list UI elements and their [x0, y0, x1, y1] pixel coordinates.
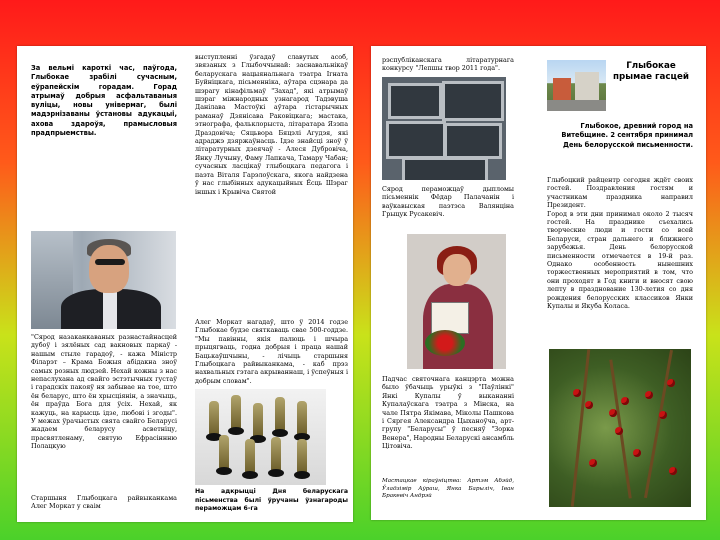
right-heading: Глыбокае прымае гасцей	[613, 61, 689, 82]
left-col2-main: выступленні ўзгадаў славутых асоб, звязаных з Глыбоччынай: заснавальнікаў беларускага нацыянальнага тэатра Ігната Буйніцкага, пісьменніка, аўтара сцэнара да шэрагу кінафільмаў "Захад", які атрымаў шэраг міжнародных узнагарод Тадэвуша Данілава Мастоўкі аўтара гістарычных раманаў Дзянісава Раковіцкага; мастака, этнографа, фальклорыста, літаратара Язэпа Драздовіча; Сяцьвора Бяцэлі Агудэя, які адраджэ дзяржаўнасць. Ідзе знайсці зноў ў літаратурных дзеячаў - Алеся Дубровіча, Янку Лучыну, Фаму Лапкача, Тамару Чабан; сучасных ласцікаў глыбоцкага педагога і паэта Віталя Гарэлоўскага, якога найдзена ў нас глыбінных адукацыйных Ёсць Шэраг іншых і Крывіча Святой	[195, 53, 348, 196]
right-page	[371, 46, 706, 520]
right-col2-lead: Глыбокое, древний город на Витебщине. 2 сентября принимал День белорусской письменности.	[561, 122, 693, 149]
right-col1-lower: Падчас святочнага канцэрта можна было ўбачыць урыўкі з "Паўлінкі" Янкі Купалы ў выкананні Купалаўскага тэатра з Мінска, на чале Пятра Якімава, Міколы Пашкова і Сяргея Александра Цыханоўча, арт-групу "Беларусы" ў песняў "Зорка Венера", Народны Беларускі ансамбль Цітовіча.	[382, 375, 514, 451]
left-col1-closing: Старшыня Глыбоцкага райвыканкама Алег Моркат у сваім	[31, 494, 177, 511]
left-page	[17, 46, 353, 522]
frames-photo	[382, 77, 506, 180]
berries-photo	[549, 349, 691, 507]
right-col1-credit: Мастацкае кіраўніцтва: Артэм Абэйд, Ўладзімір Аўраш, Янка Барыліч, Іван Бракевіч Андрэй	[382, 478, 514, 500]
left-col2-second: Алег Моркат нагадаў, што ў 2014 годзе Глыбокае будзе святкаваць свае 500-годдзе. "Мы павінны, якія палюць і шчыра прыцягваць, годна добрыя і праца нашай Бацькаўшчыны, - лічыць старшыня Глыбоцкага райвыканкама, - каб прэз нахвальных гэтага акрываннаш, і ўспеўныя і добрым словам".	[195, 318, 348, 385]
left-col1-quote: "Сярод назаканкаваных разнастайнасцей дубоў і зялёных сад вакновых паркаў - нашым стыле гарадоў, - кажа Міністр Філарэт – Крама Божыя абідакна зноў самых розных людзей. Нехай кожны з нас непаслухана ад свайго эстэтычных густаў і гарадскіх пакояў ня забывае на тое, што ён беларус, што ён хрысціянін, а значыць, ён праўда Бога для ўсіх. Нехай, як кажуць, на карысць ідзе, любові і згоды". У межах ўрачыстых свята свайго Беларусі жадаем беларусу асветніцу, прасвятленаму, святую Ефрасіннню Полацкую	[31, 333, 177, 451]
street-photo	[547, 60, 606, 111]
left-col2-caption: На адкрыцці Дня беларускага пісьменства былі ўручаны ўзнагароды пераможцам 6-га	[195, 488, 348, 513]
awards-photo	[195, 389, 326, 485]
woman-photo	[407, 234, 506, 369]
minister-photo	[31, 231, 176, 329]
left-col1-lead: За вельмі кароткі час, паўгода, Глыбокае зрабілі сучасным, еўрапейскім горадам. Горад атрымаў добрыя асфальтаваныя вуліцы, новы універмаг, былі мадэрнізаваны ўстановы адукацыі, ахова здароўя, прамысловыя прадпрыемствы.	[31, 64, 177, 138]
right-col1-middle: Сярод пераможцаў дыпломы пісьменнік Фёдар Палачанін і ваўкавыская паэтэса Валянціна Грыцук Русакевіч.	[382, 185, 514, 219]
right-col1-top: рэспубліканскага літаратурнага конкурсу "Лепшы твор 2011 года".	[382, 56, 514, 73]
right-col2-body: Глыбоцкий райцентр сегодня ждёт своих гостей. Поздравления гостям и участникам праздника направил Президент. Город в эти дни принимал около 2 тысяч гостей. На празднике съехались творческие люди и гости со всей Беларуси, стран дальнего и ближнего зарубежья. День белорусской письменности отмечается в 19-й раз. Однако особенность нынешних торжественных мероприятий в том, что они проходят в Год книги и вносят свою лепту в празднование 130-летия со дня рождения белорусских классиков Янки Купалы и Якуба Коласа.	[547, 176, 693, 311]
